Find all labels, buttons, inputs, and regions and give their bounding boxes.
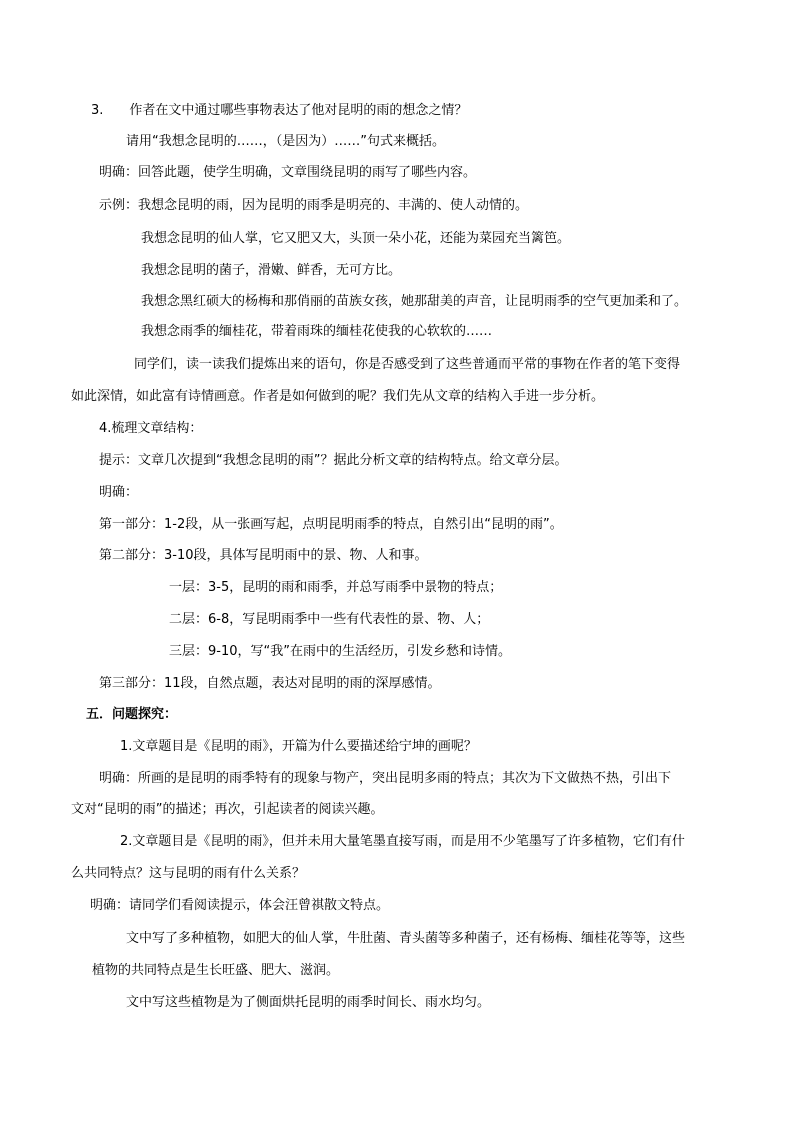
example-4: 我想念黑红硕大的杨梅和那俏丽的苗族女孩，她那甜美的声音，让昆明雨季的空气更加柔和了。 xyxy=(141,294,688,309)
layer-1: 一层：3-5，昆明的雨和雨季，并总写雨季中景物的特点； xyxy=(169,580,503,595)
section-5-heading: 五．问题探究： xyxy=(86,707,178,722)
answer-5-1-line-1: 明确：所画的是昆明的雨季特有的现象与物产，突出昆明多雨的特点；其次为下文做热不热，引出下 xyxy=(99,771,672,786)
part-3: 第三部分：11段，自然点题，表达对昆明的雨的深厚感情。 xyxy=(99,676,441,691)
example-5: 我想念雨季的缅桂花，带着雨珠的缅桂花使我的心软软的…… xyxy=(141,324,493,339)
answer-5-2-line-3: 文中写这些植物是为了侧面烘托昆明的雨季时间长、雨水均匀。 xyxy=(126,995,491,1010)
example-2: 我想念昆明的仙人掌，它又肥又大，头顶一朵小花，还能为菜园充当篱笆。 xyxy=(141,231,571,246)
answer-5-2-line-1: 文中写了多种植物，如肥大的仙人掌，牛肚菌、青头菌等多种菌子，还有杨梅、缅桂花等等，这些 xyxy=(126,931,686,946)
paragraph-line-2: 如此深情，如此富有诗情画意。作者是如何做到的呢？我们先从文章的结构入手进一步分析。 xyxy=(71,389,605,404)
answer-5-1-line-2: 文对“昆明的雨”的描述；再次，引起读者的阅读兴趣。 xyxy=(71,802,384,817)
question-3: 3. 作者在文中通过哪些事物表达了他对昆明的雨的想念之情？ xyxy=(91,103,468,118)
hint: 提示：文章几次提到“我想念昆明的雨”？据此分析文章的结构特点。给文章分层。 xyxy=(99,453,568,468)
section-4-heading: 4.梳理文章结构： xyxy=(99,421,203,436)
layer-2: 二层：6-8，写昆明雨季中一些有代表性的景、物、人； xyxy=(169,612,490,627)
instruction: 请用“我想念昆明的……，（是因为）……”句式来概括。 xyxy=(126,134,445,149)
part-1: 第一部分：1-2段，从一张画写起，点明昆明雨季的特点，自然引出“昆明的雨”。 xyxy=(99,517,563,532)
paragraph-line-1: 同学们，读一读我们提炼出来的语句，你是否感受到了这些普通而平常的事物在作者的笔下变得 xyxy=(134,357,681,372)
layer-3: 三层：9-10，写“我”在雨中的生活经历，引发乡愁和诗情。 xyxy=(169,644,511,659)
example-1: 示例：我想念昆明的雨，因为昆明的雨季是明亮的、丰满的、使人动情的。 xyxy=(99,198,529,213)
question-5-2-line-2: 么共同特点？这与昆明的雨有什么关系？ xyxy=(71,866,306,881)
answer-5-2-label: 明确：请同学们看阅读提示，体会汪曾祺散文特点。 xyxy=(90,898,390,913)
question-5-1: 1.文章题目是《昆明的雨》，开篇为什么要描述给宁坤的画呢？ xyxy=(120,739,477,754)
answer-5-2-line-2: 植物的共同特点是生长旺盛、肥大、滋润。 xyxy=(92,963,340,978)
answer-label-1: 明确：回答此题，使学生明确，文章围绕昆明的雨写了哪些内容。 xyxy=(99,165,477,180)
part-2: 第二部分：3-10段，具体写昆明雨中的景、物、人和事。 xyxy=(99,548,428,563)
answer-label-2: 明确： xyxy=(99,485,139,500)
example-3: 我想念昆明的菌子，滑嫩、鲜香，无可方比。 xyxy=(141,263,402,278)
question-5-2-line-1: 2.文章题目是《昆明的雨》，但并未用大量笔墨直接写雨，而是用不少笔墨写了许多植物，它们有什 xyxy=(120,834,685,849)
